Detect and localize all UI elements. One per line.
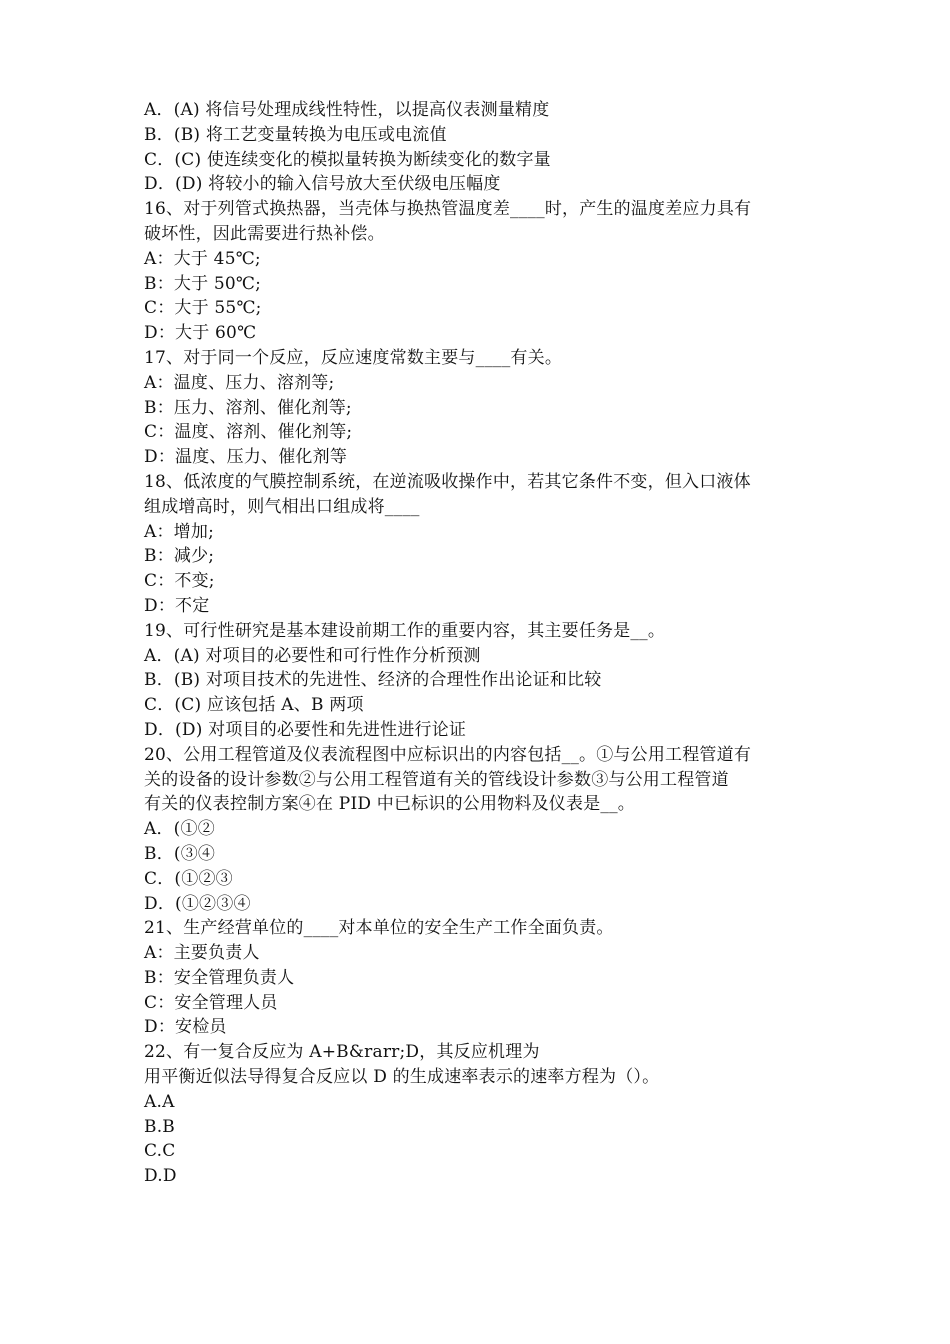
option-d-q21: D：安检员 xyxy=(144,1017,227,1038)
option-c-q20: C．(①②③ xyxy=(144,868,233,889)
option-d-q18: D：不定 xyxy=(144,595,210,616)
option-a-q16: A：大于 45℃; xyxy=(144,248,261,269)
option-c-q16: C：大于 55℃; xyxy=(144,298,262,319)
option-a-q15: A．(A) 将信号处理成线性特性，以提高仪表测量精度 xyxy=(144,100,550,120)
question-16-line-2: 破坏性，因此需要进行热补偿。 xyxy=(144,223,385,244)
option-d-q17: D：温度、压力、催化剂等 xyxy=(144,447,348,468)
option-c-q21: C：安全管理人员 xyxy=(144,992,278,1013)
option-c-q22: C.C xyxy=(144,1141,176,1162)
option-c-q15: C．(C) 使连续变化的模拟量转换为断续变化的数字量 xyxy=(144,149,551,170)
option-c-q18: C：不变; xyxy=(144,571,215,592)
option-a-q19: A．(A) 对项目的必要性和可行性作分析预测 xyxy=(144,645,481,666)
option-b-q17: B：压力、溶剂、催化剂等; xyxy=(144,397,352,418)
option-a-q22: A.A xyxy=(144,1091,175,1112)
option-b-q21: B：安全管理负责人 xyxy=(144,967,295,988)
question-20-line-1: 20、公用工程管道及仪表流程图中应标识出的内容包括__。①与公用工程管道有 xyxy=(144,744,752,765)
question-22-line-1: 22、有一复合反应为 A+B&rarr;D，其反应机理为 xyxy=(144,1042,540,1063)
question-17: 17、对于同一个反应，反应速度常数主要与____有关。 xyxy=(144,347,563,368)
document-page xyxy=(144,98,824,1189)
option-a-q18: A：增加; xyxy=(144,521,215,542)
question-20-line-2: 关的设备的设计参数②与公用工程管道有关的管线设计参数③与公用工程管道 xyxy=(144,769,729,790)
option-b-q20: B．(③④ xyxy=(144,843,216,864)
option-b-q16: B：大于 50℃; xyxy=(144,273,262,294)
option-b-q18: B：减少; xyxy=(144,546,215,567)
option-a-q21: A：主要负责人 xyxy=(144,943,260,964)
question-21: 21、生产经营单位的____对本单位的安全生产工作全面负责。 xyxy=(144,918,614,939)
option-b-q15: B．(B) 将工艺变量转换为电压或电流值 xyxy=(144,124,447,145)
option-a-q17: A：温度、压力、溶剂等; xyxy=(144,372,335,393)
option-d-q15: D．(D) 将较小的输入信号放大至伏级电压幅度 xyxy=(144,174,501,195)
option-b-q22: B.B xyxy=(144,1116,175,1137)
option-d-q20: D．(①②③④ xyxy=(144,893,251,914)
option-c-q19: C．(C) 应该包括 A、B 两项 xyxy=(144,695,364,716)
question-18-line-1: 18、低浓度的气膜控制系统，在逆流吸收操作中，若其它条件不变，但入口液体 xyxy=(144,471,751,492)
option-c-q17: C：温度、溶剂、催化剂等; xyxy=(144,422,353,443)
option-d-q16: D：大于 60℃ xyxy=(144,323,257,344)
option-a-q20: A．(①② xyxy=(144,819,215,840)
question-22-line-2: 用平衡近似法导得复合反应以 D 的生成速率表示的速率方程为（）。 xyxy=(144,1067,660,1088)
option-d-q22: D.D xyxy=(144,1166,177,1187)
option-b-q19: B．(B) 对项目技术的先进性、经济的合理性作出论证和比较 xyxy=(144,670,602,691)
option-d-q19: D．(D) 对项目的必要性和先进性进行论证 xyxy=(144,719,467,740)
question-20-line-3: 有关的仪表控制方案④在 PID 中已标识的公用物料及仪表是__。 xyxy=(144,794,635,815)
question-19: 19、可行性研究是基本建设前期工作的重要内容，其主要任务是__。 xyxy=(144,620,666,641)
question-16-line-1: 16、对于列管式换热器，当壳体与换热管温度差____时，产生的温度差应力具有 xyxy=(144,199,752,220)
question-18-line-2: 组成增高时，则气相出口组成将____ xyxy=(144,496,420,517)
